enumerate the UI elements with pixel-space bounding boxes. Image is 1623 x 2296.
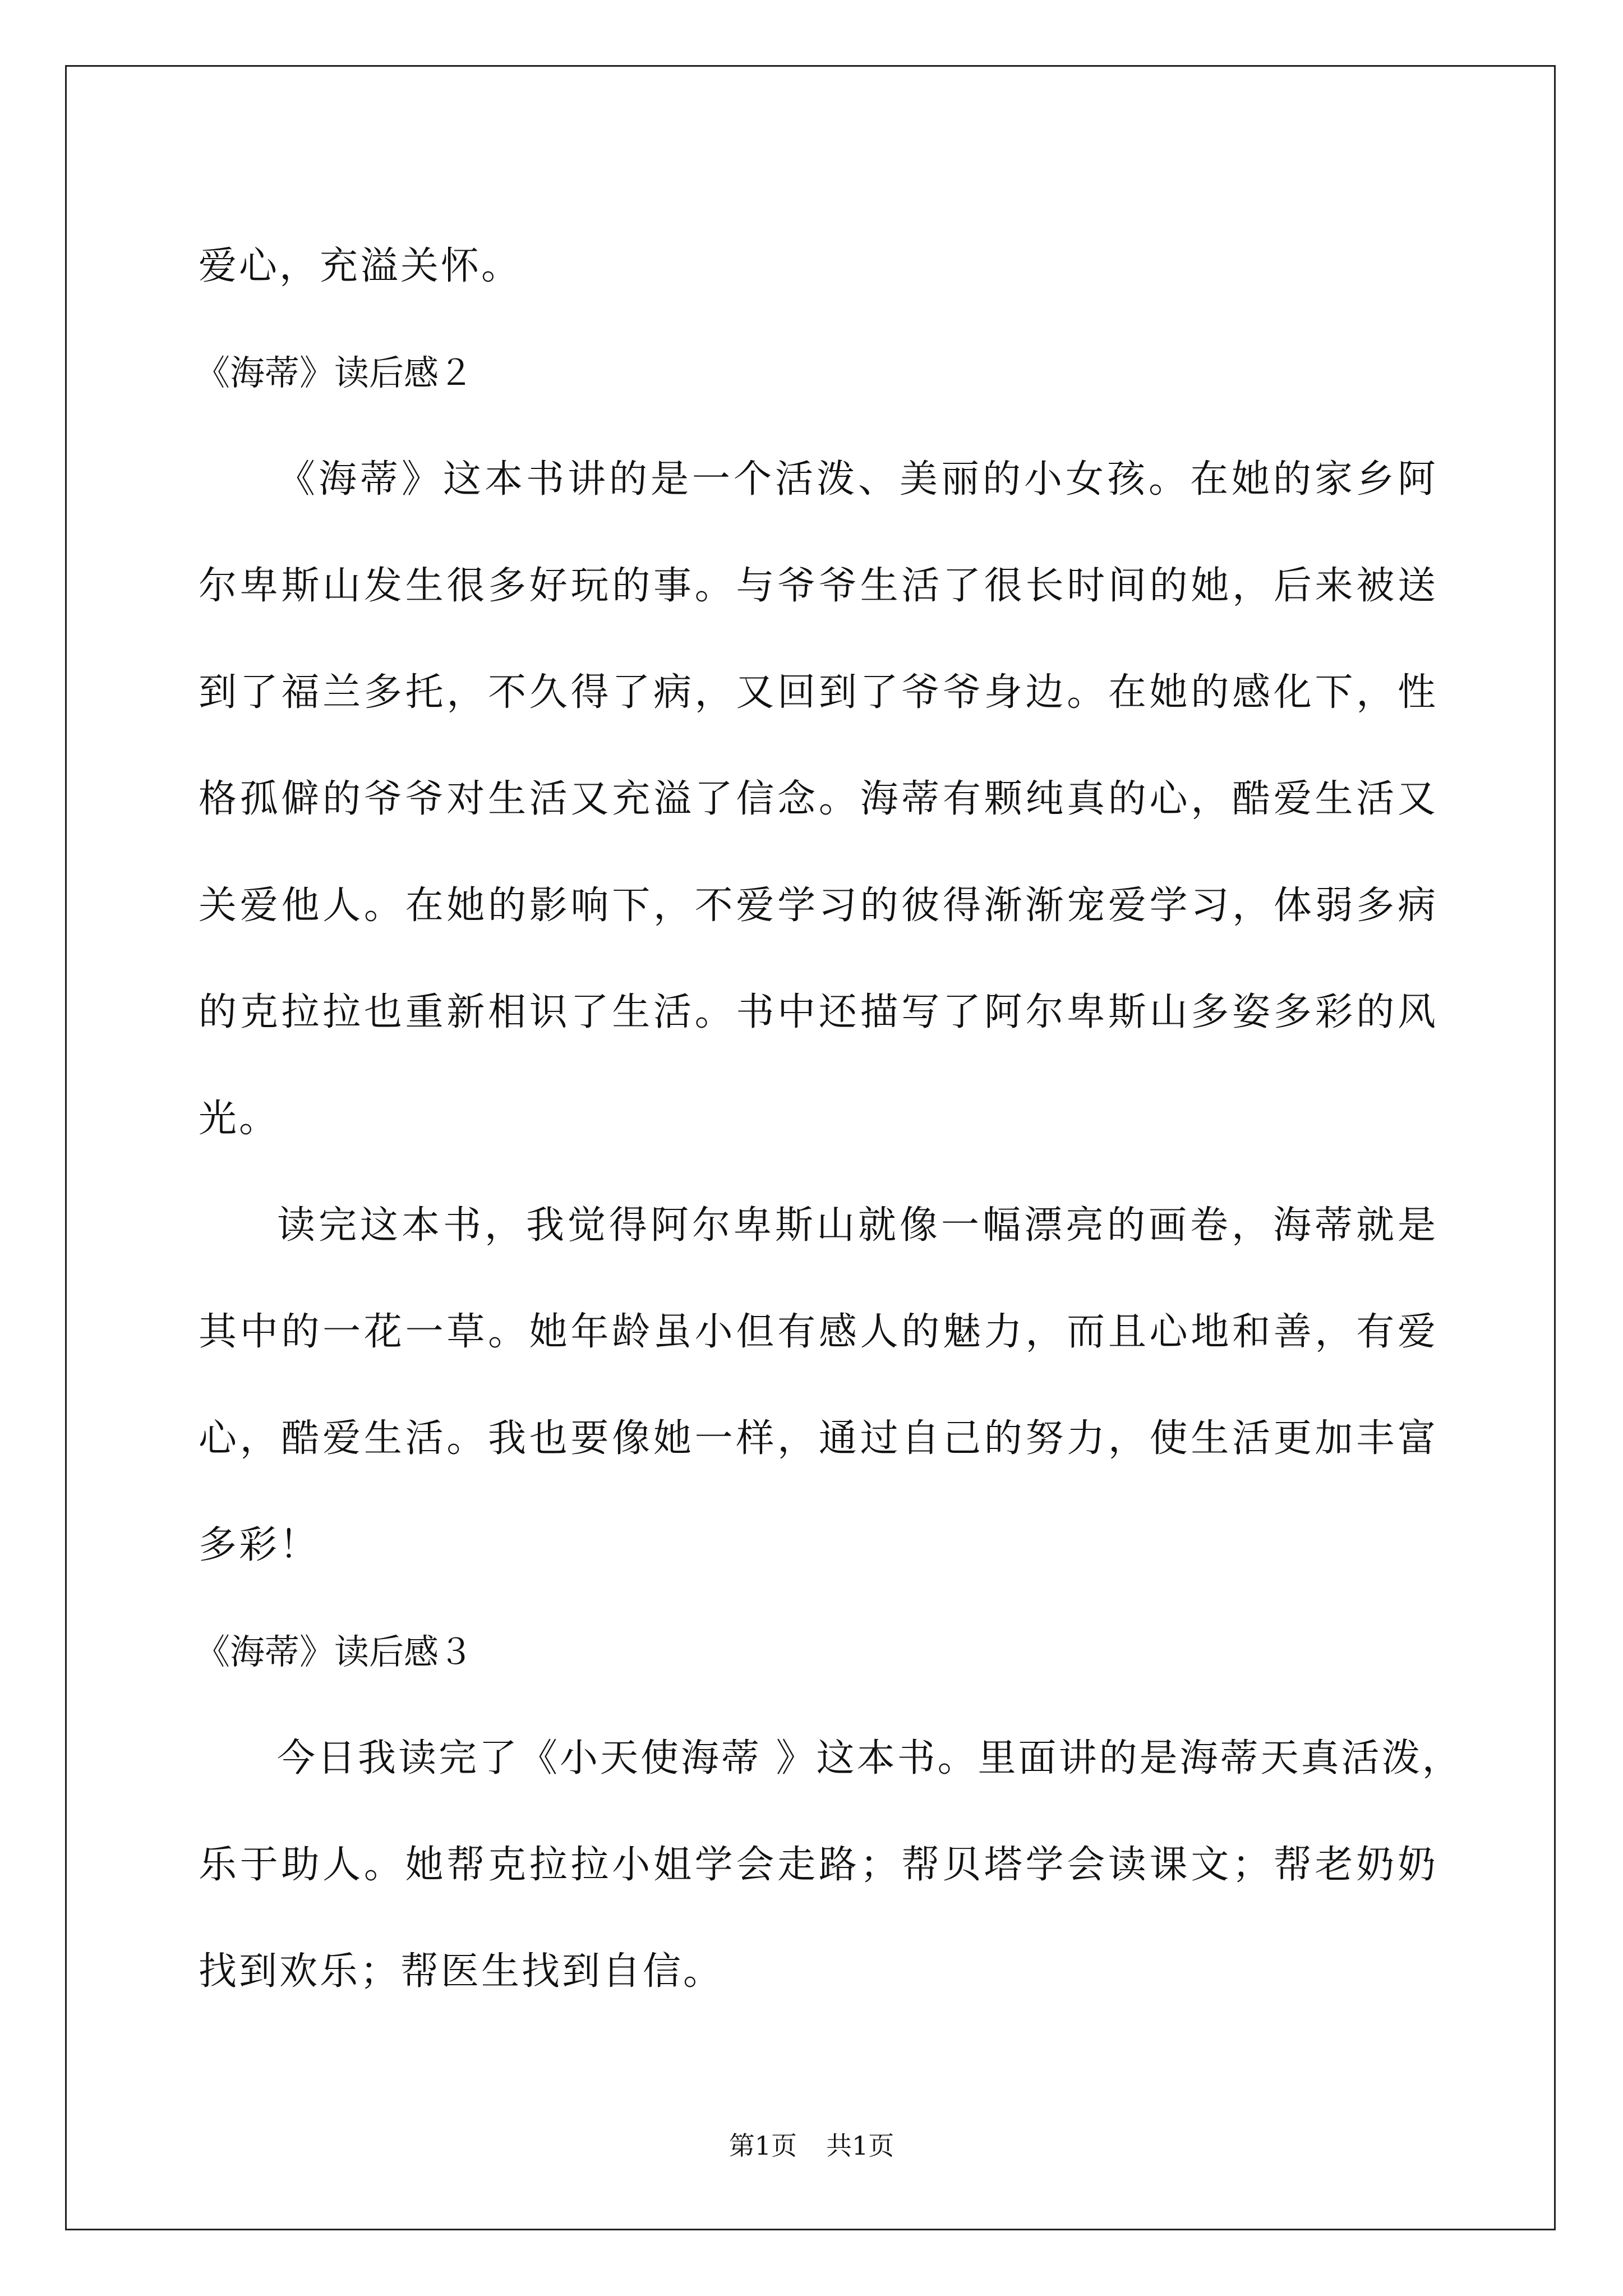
text-line: 爱心，充溢关怀。 bbox=[199, 244, 522, 288]
text-line: 尔卑斯山发生很多好玩的事。与爷爷生活了很长时间的她，后来被送 bbox=[199, 564, 1438, 608]
text-line: 到了福兰多托，不久得了病，又回到了爷爷身边。在她的感化下，性 bbox=[199, 670, 1438, 715]
text-line: 其中的一花一草。她年龄虽小但有感人的魅力，而且心地和善，有爱 bbox=[199, 1310, 1438, 1354]
text-line: 多彩！ bbox=[199, 1523, 320, 1567]
section-heading: 《海蒂》读后感２ bbox=[195, 352, 474, 393]
page-number: 第1页 bbox=[728, 2131, 797, 2161]
text-line: 的克拉拉也重新相识了生活。书中还描写了阿尔卑斯山多姿多彩的风 bbox=[199, 990, 1438, 1034]
text-line: 找到欢乐；帮医生找到自信。 bbox=[199, 1949, 724, 1994]
text-line: 乐于助人。她帮克拉拉小姐学会走路；帮贝塔学会读课文；帮老奶奶 bbox=[199, 1843, 1438, 1887]
page-footer bbox=[0, 2129, 1623, 2162]
section-heading: 《海蒂》读后感３ bbox=[195, 1631, 474, 1672]
text-line: 《海蒂》这本书讲的是一个活泼、美丽的小女孩。在她的家乡阿 bbox=[277, 457, 1438, 501]
text-line: 读完这本书，我觉得阿尔卑斯山就像一幅漂亮的画卷，海蒂就是 bbox=[277, 1203, 1438, 1248]
text-line: 今日我读完了《小天使海蒂 》这本书。里面讲的是海蒂天真活泼， bbox=[277, 1736, 1463, 1780]
text-line: 光。 bbox=[199, 1097, 280, 1141]
page-total: 共1页 bbox=[826, 2131, 895, 2161]
document-body bbox=[195, 213, 1463, 2025]
text-line: 关爱他人。在她的影响下，不爱学习的彼得渐渐宠爱学习，体弱多病 bbox=[199, 884, 1438, 928]
text-line: 心，酷爱生活。我也要像她一样，通过自己的努力，使生活更加丰富 bbox=[199, 1416, 1438, 1461]
text-line: 格孤僻的爷爷对生活又充溢了信念。海蒂有颗纯真的心，酷爱生活又 bbox=[199, 777, 1438, 821]
